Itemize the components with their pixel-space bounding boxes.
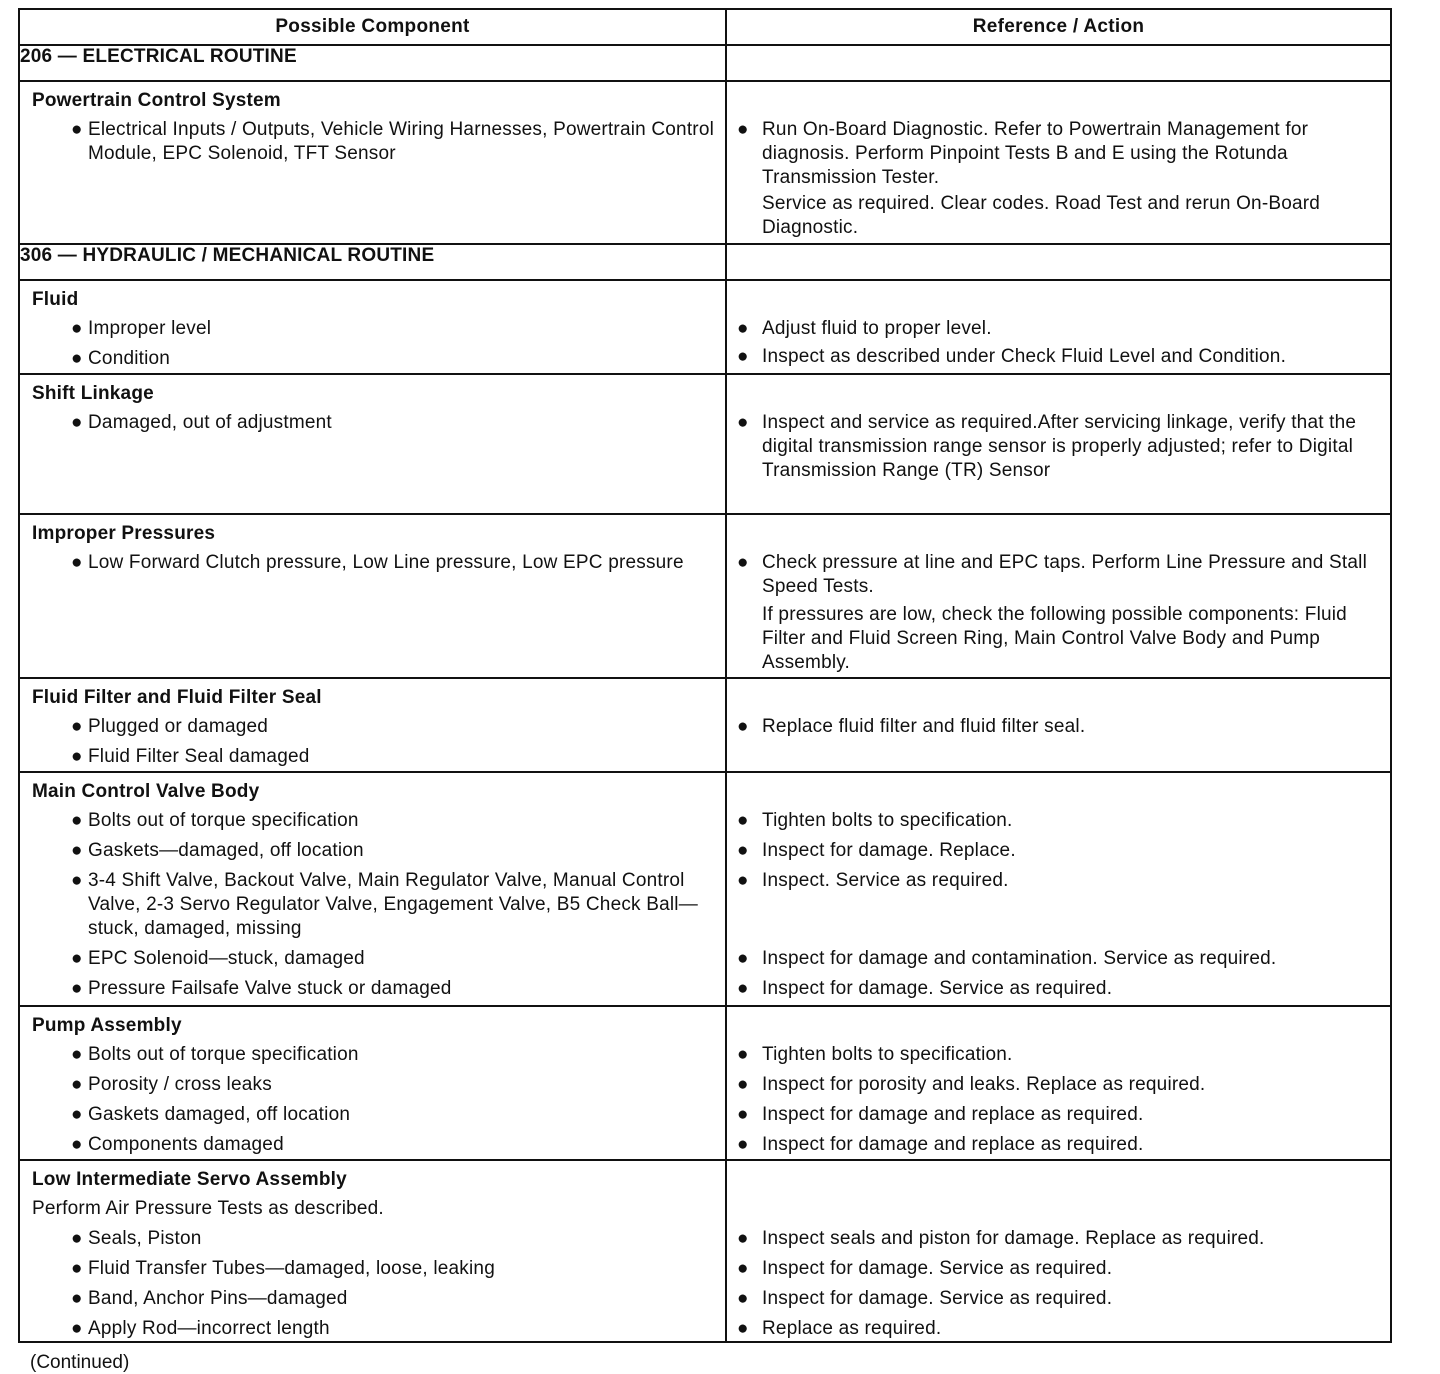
list-item — [727, 1227, 1390, 1251]
bullet-icon: ● — [737, 346, 749, 367]
action-cell — [726, 1160, 1391, 1342]
list-item — [727, 1317, 1390, 1341]
bullet-icon: ● — [71, 1318, 83, 1339]
bullet-icon: ● — [71, 412, 83, 433]
list-item — [20, 347, 725, 371]
item-text: Seals, Piston — [88, 1228, 202, 1249]
table-row — [19, 678, 1391, 772]
item-text: Inspect seals and piston for damage. Replace as required. — [762, 1228, 1265, 1249]
bullet-icon: ● — [737, 810, 749, 831]
continued-note: (Continued) — [30, 1352, 130, 1373]
item-text: Condition — [88, 348, 171, 369]
component-cell — [19, 374, 726, 514]
bullet-icon: ● — [71, 318, 83, 339]
list-item — [20, 118, 725, 166]
list-item — [727, 317, 1390, 341]
component-cell — [19, 81, 726, 244]
list-item — [20, 1043, 725, 1067]
list-item — [20, 1073, 725, 1097]
bullet-icon: ● — [71, 1074, 83, 1095]
item-text: Inspect as described under Check Fluid Level and Condition. — [762, 346, 1287, 367]
component-cell — [19, 1160, 726, 1342]
item-text: Bolts out of torque specification — [88, 1044, 359, 1065]
list-item — [20, 745, 725, 769]
item-text: Gaskets damaged, off location — [88, 1104, 351, 1125]
bullet-icon: ● — [71, 948, 83, 969]
bullet-icon: ● — [737, 412, 749, 433]
list-item — [727, 1257, 1390, 1281]
list-item — [727, 1073, 1390, 1097]
item-text: Adjust fluid to proper level. — [762, 318, 992, 339]
column-header-possible-component: Possible Component — [19, 9, 726, 45]
bullet-icon: ● — [737, 318, 749, 339]
list-item — [20, 1133, 725, 1157]
item-text: Inspect for damage. Replace. — [762, 840, 1016, 861]
component-cell — [19, 772, 726, 1006]
item-text: Inspect for damage and contamination. Service as required. — [762, 948, 1277, 969]
bullet-icon: ● — [737, 119, 749, 140]
table-row — [19, 374, 1391, 514]
item-text: Fluid Transfer Tubes—damaged, loose, leaking — [88, 1258, 495, 1279]
action-cell — [726, 1006, 1391, 1160]
bullet-icon: ● — [71, 1288, 83, 1309]
bullet-icon: ● — [737, 716, 749, 737]
group-title: Shift Linkage — [32, 383, 154, 404]
section-title: 306 — HYDRAULIC / MECHANICAL ROUTINE — [19, 244, 726, 280]
bullet-icon: ● — [737, 1258, 749, 1279]
item-text: Improper level — [88, 318, 212, 339]
list-item — [20, 977, 725, 1001]
action-cell — [726, 678, 1391, 772]
item-text: 3-4 Shift Valve, Backout Valve, Main Regulator Valve, Manual Control Valve, 2-3 Servo Regulator Valve, Engagement Valve, B5 Check Ball—stuck, damaged, missing — [88, 870, 698, 939]
item-text: Components damaged — [88, 1134, 284, 1155]
list-item — [20, 1287, 725, 1311]
table-row — [19, 280, 1391, 374]
item-text: Check pressure at line and EPC taps. Perform Line Pressure and Stall Speed Tests. — [762, 552, 1368, 597]
list-item — [20, 551, 725, 575]
bullet-icon: ● — [737, 870, 749, 891]
item-text: Inspect. Service as required. — [762, 870, 1009, 891]
section-row-206 — [19, 45, 1391, 81]
section-title: 206 — ELECTRICAL ROUTINE — [19, 45, 726, 81]
item-text: Inspect for damage and replace as required. — [762, 1104, 1144, 1125]
group-title: Improper Pressures — [32, 523, 216, 544]
list-item — [727, 1043, 1390, 1067]
table-row — [19, 1006, 1391, 1160]
group-title: Main Control Valve Body — [32, 781, 260, 802]
action-note: Service as required. Clear codes. Road Test and rerun On-Board Diagnostic. — [762, 193, 1321, 238]
list-item — [20, 1227, 725, 1251]
list-item — [727, 345, 1390, 369]
list-item — [727, 839, 1390, 863]
item-text: Inspect for damage. Service as required. — [762, 978, 1113, 999]
bullet-icon: ● — [737, 1318, 749, 1339]
list-item — [727, 809, 1390, 833]
section-row-306 — [19, 244, 1391, 280]
table-row — [19, 514, 1391, 678]
item-text: Pressure Failsafe Valve stuck or damaged — [88, 978, 452, 999]
table-header-row — [19, 9, 1391, 45]
item-text: Gaskets—damaged, off location — [88, 840, 364, 861]
group-title: Low Intermediate Servo Assembly — [32, 1169, 347, 1190]
list-item — [20, 839, 725, 863]
bullet-icon: ● — [737, 1228, 749, 1249]
list-item — [20, 317, 725, 341]
bullet-icon: ● — [737, 978, 749, 999]
item-text: Inspect for damage. Service as required. — [762, 1258, 1113, 1279]
item-text: Bolts out of torque specification — [88, 810, 359, 831]
item-text: Fluid Filter Seal damaged — [88, 746, 310, 767]
group-title: Powertrain Control System — [32, 90, 281, 111]
action-cell — [726, 81, 1391, 244]
bullet-icon: ● — [737, 1104, 749, 1125]
empty-cell — [726, 244, 1391, 280]
empty-cell — [726, 45, 1391, 81]
bullet-icon: ● — [71, 716, 83, 737]
item-text: Apply Rod—incorrect length — [88, 1318, 330, 1339]
bullet-icon: ● — [71, 348, 83, 369]
bullet-icon: ● — [737, 840, 749, 861]
bullet-icon: ● — [71, 119, 83, 140]
item-text: Tighten bolts to specification. — [762, 810, 1013, 831]
item-text: Band, Anchor Pins—damaged — [88, 1288, 348, 1309]
item-text: Replace as required. — [762, 1318, 942, 1339]
group-title: Pump Assembly — [32, 1015, 182, 1036]
component-cell — [19, 678, 726, 772]
component-cell — [19, 1006, 726, 1160]
action-cell — [726, 772, 1391, 1006]
list-item — [727, 1133, 1390, 1157]
bullet-icon: ● — [737, 1288, 749, 1309]
list-item — [727, 977, 1390, 1001]
list-item — [727, 715, 1390, 739]
item-text: Inspect for damage and replace as required. — [762, 1134, 1144, 1155]
bullet-icon: ● — [71, 870, 83, 891]
component-cell — [19, 280, 726, 374]
table-row — [19, 81, 1391, 244]
bullet-icon: ● — [737, 1134, 749, 1155]
diagnosis-table — [18, 8, 1392, 1343]
bullet-icon: ● — [737, 948, 749, 969]
bullet-icon: ● — [71, 746, 83, 767]
bullet-icon: ● — [71, 1104, 83, 1125]
bullet-icon: ● — [71, 552, 83, 573]
action-cell — [726, 280, 1391, 374]
bullet-icon: ● — [71, 1134, 83, 1155]
item-text: Inspect for porosity and leaks. Replace as required. — [762, 1074, 1206, 1095]
bullet-icon: ● — [737, 1074, 749, 1095]
bullet-icon: ● — [737, 552, 749, 573]
item-text: Inspect and service as required.After servicing linkage, verify that the digital transmission range sensor is properly adjusted; refer to Digital Transmission Range (TR) Sensor — [762, 412, 1357, 481]
list-item — [20, 1103, 725, 1127]
bullet-icon: ● — [71, 1044, 83, 1065]
item-text: Damaged, out of adjustment — [88, 412, 332, 433]
group-title: Fluid — [32, 289, 79, 310]
item-text: Run On-Board Diagnostic. Refer to Powertrain Management for diagnosis. Perform Pinpoint Tests B and E using the Rotunda Transmission Tester. — [762, 119, 1309, 188]
bullet-icon: ● — [71, 840, 83, 861]
item-text: Inspect for damage. Service as required. — [762, 1288, 1113, 1309]
list-item — [727, 1287, 1390, 1311]
group-title: Fluid Filter and Fluid Filter Seal — [32, 687, 322, 708]
component-cell — [19, 514, 726, 678]
bullet-icon: ● — [71, 1258, 83, 1279]
list-item — [20, 411, 725, 435]
bullet-icon: ● — [71, 978, 83, 999]
list-item — [20, 715, 725, 739]
list-item — [20, 1257, 725, 1281]
item-text: Low Forward Clutch pressure, Low Line pressure, Low EPC pressure — [88, 552, 684, 573]
item-text: EPC Solenoid—stuck, damaged — [88, 948, 365, 969]
list-item — [727, 947, 1390, 971]
action-cell — [726, 514, 1391, 678]
list-item — [20, 1317, 725, 1341]
list-item — [727, 869, 1390, 893]
bullet-icon: ● — [71, 810, 83, 831]
table-row — [19, 1160, 1391, 1342]
list-item — [20, 869, 725, 941]
bullet-icon: ● — [737, 1044, 749, 1065]
action-note: If pressures are low, check the following possible components: Fluid Filter and Fluid Screen Ring, Main Control Valve Body and Pump Assembly. — [762, 604, 1347, 673]
bullet-icon: ● — [71, 1228, 83, 1249]
item-text: Electrical Inputs / Outputs, Vehicle Wiring Harnesses, Powertrain Control Module, EPC Solenoid, TFT Sensor — [88, 119, 715, 164]
table-row — [19, 772, 1391, 1006]
item-text: Plugged or damaged — [88, 716, 269, 737]
list-item — [727, 411, 1390, 483]
list-item — [727, 1103, 1390, 1127]
item-text: Porosity / cross leaks — [88, 1074, 272, 1095]
item-text: Replace fluid filter and fluid filter seal. — [762, 716, 1086, 737]
column-header-reference-action: Reference / Action — [726, 9, 1391, 45]
group-note: Perform Air Pressure Tests as described. — [32, 1198, 384, 1219]
list-item — [727, 118, 1390, 190]
action-cell — [726, 374, 1391, 514]
list-item — [727, 551, 1390, 599]
item-text: Tighten bolts to specification. — [762, 1044, 1013, 1065]
list-item — [20, 809, 725, 833]
list-item — [20, 947, 725, 971]
